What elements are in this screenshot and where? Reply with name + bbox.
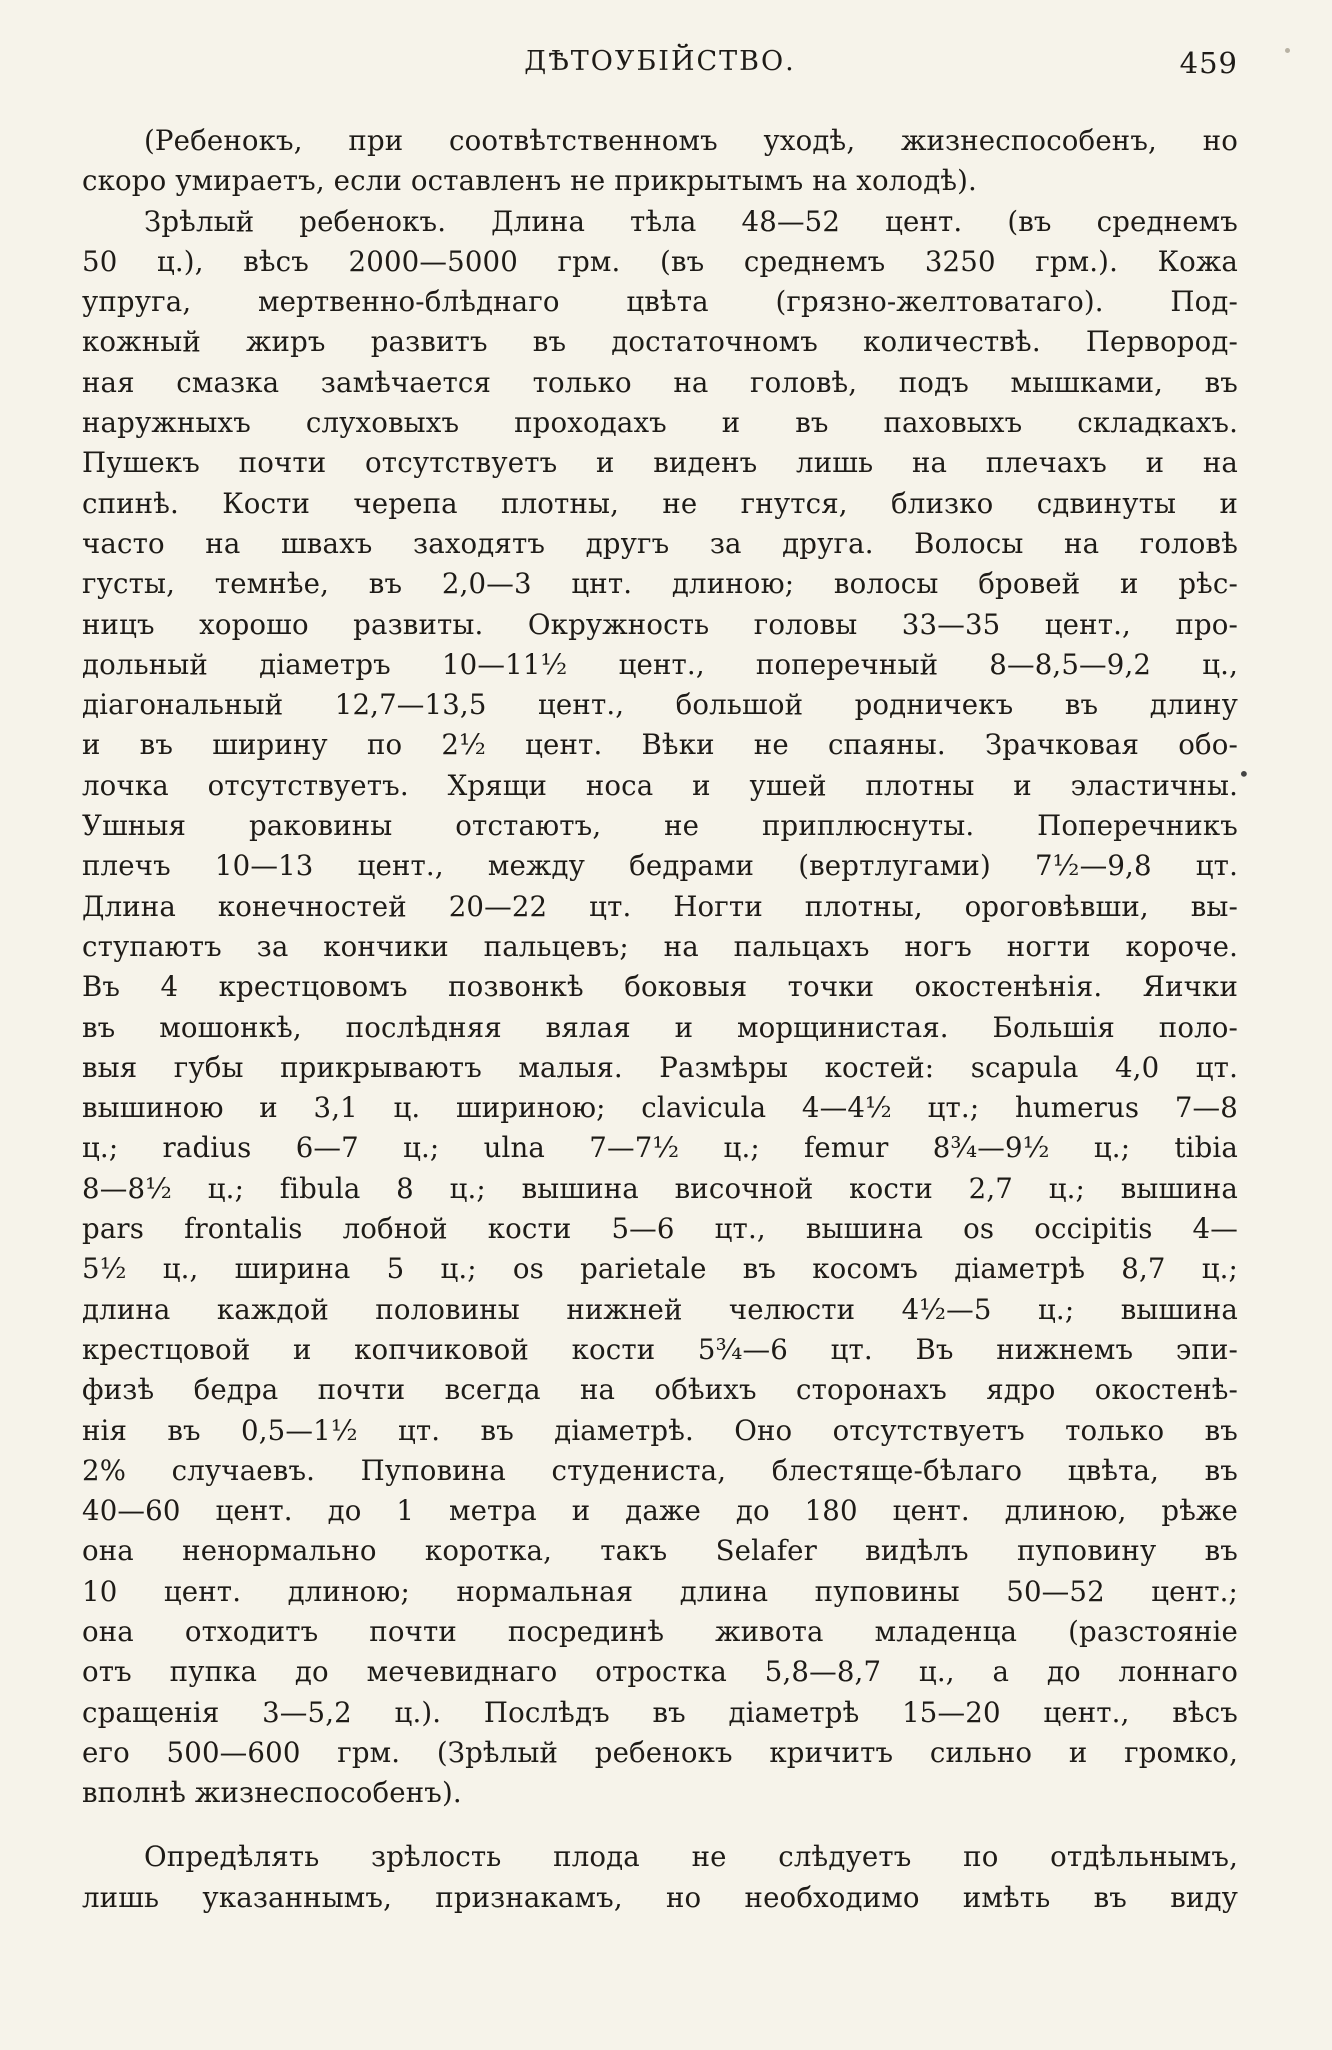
- text-line: крестцовой и копчиковой кости 5¾—6 цт. Въ нижнемъ эпи-: [82, 1332, 1238, 1366]
- text-line: и въ ширину по 2½ цент. Вѣки не спаяны. Зрачковая обо-: [82, 728, 1238, 762]
- text-line: ная смазка замѣчается только на головѣ, подъ мышками, въ: [82, 365, 1238, 399]
- text-line: вполнѣ жизнеспособенъ).: [82, 1776, 462, 1810]
- text-line: физѣ бедра почти всегда на обѣихъ сторонахъ ядро окостенѣ-: [82, 1373, 1238, 1407]
- text-line: Въ 4 крестцовомъ позвонкѣ боковыя точки окостенѣнія. Яички: [82, 970, 1238, 1004]
- text-line: ницъ хорошо развиты. Окружность головы 33—35 цент., про-: [82, 607, 1238, 641]
- text-line: Длина конечностей 20—22 цт. Ногти плотны, ороговѣвши, вы-: [82, 889, 1238, 923]
- text-line: Пушекъ почти отсутствуетъ и виденъ лишь на плечахъ и на: [82, 446, 1238, 480]
- text-line: плечъ 10—13 цент., между бедрами (вертлугами) 7½—9,8 цт.: [82, 849, 1238, 883]
- text-line: pars frontalis лобной кости 5—6 цт., вышина os occipitis 4—: [82, 1212, 1238, 1246]
- text-line: часто на швахъ заходятъ другъ за друга. Волосы на головѣ: [82, 526, 1238, 560]
- text-line: отъ пупка до мечевиднаго отростка 5,8—8,7 ц., а до лоннаго: [82, 1655, 1238, 1689]
- page-header: [82, 46, 1238, 90]
- margin-mark: •: [1238, 762, 1250, 786]
- text-line: густы, темнѣе, въ 2,0—3 цнт. длиною; волосы бровей и рѣс-: [82, 567, 1238, 601]
- text-line: лишь указаннымъ, признакамъ, но необходимо имѣть въ виду: [82, 1880, 1238, 1914]
- text-line: діагональный 12,7—13,5 цент., большой родничекъ въ длину: [82, 688, 1238, 722]
- text-line: дольный діаметръ 10—11½ цент., поперечный 8—8,5—9,2 ц.,: [82, 647, 1238, 681]
- text-line: (Ребенокъ, при соотвѣтственномъ уходѣ, жизнеспособенъ, но: [144, 124, 1238, 157]
- page-number: 459: [1179, 46, 1238, 80]
- text-line: Зрѣлый ребенокъ. Длина тѣла 48—52 цент. (въ среднемъ: [144, 204, 1238, 238]
- paragraph-determination: [82, 1837, 1238, 1918]
- text-line: наружныхъ слуховыхъ проходахъ и въ паховыхъ складкахъ.: [82, 406, 1238, 440]
- text-line: Ушныя раковины отстаютъ, не приплюснуты. Поперечникъ: [82, 809, 1238, 843]
- running-title: ДѢТОУБІЙСТВО.: [524, 46, 796, 77]
- paragraph-premature-note: [82, 121, 1238, 202]
- text-line: лочка отсутствуетъ. Хрящи носа и ушей плотны и эластичны.: [82, 768, 1238, 802]
- text-line: Опредѣлять зрѣлость плода не слѣдуетъ по отдѣльнымъ,: [144, 1840, 1238, 1874]
- text-line: нія въ 0,5—1½ цт. въ діаметрѣ. Оно отсутствуетъ только въ: [82, 1413, 1238, 1447]
- paragraph-gap: [82, 1813, 1238, 1837]
- text-line: 50 ц.), вѣсъ 2000—5000 грм. (въ среднемъ 3250 грм.). Кожа: [82, 244, 1238, 278]
- text-line: его 500—600 грм. (Зрѣлый ребенокъ кричитъ сильно и громко,: [82, 1735, 1238, 1769]
- text-line: 8—8½ ц.; fibula 8 ц.; вышина височной кости 2,7 ц.; вышина: [82, 1171, 1238, 1205]
- text-line: ступаютъ за кончики пальцевъ; на пальцахъ ногъ ногти короче.: [82, 929, 1238, 963]
- text-line: она ненормально коротка, такъ Selafer видѣлъ пуповину въ: [82, 1534, 1238, 1568]
- text-line: 10 цент. длиною; нормальная длина пуповины 50—52 цент.;: [82, 1574, 1238, 1608]
- text-line: упруга, мертвенно-блѣднаго цвѣта (грязно-желтоватаго). Под-: [82, 285, 1238, 319]
- text-line: 5½ ц., ширина 5 ц.; os parietale въ косомъ діаметрѣ 8,7 ц.;: [82, 1252, 1238, 1286]
- text-line: скоро умираетъ, если оставленъ не прикрытымъ на холодѣ).: [82, 164, 977, 198]
- text-line: спинѣ. Кости черепа плотны, не гнутся, близко сдвинуты и: [82, 486, 1238, 520]
- paragraph-mature-child: [82, 202, 1238, 1814]
- text-line: кожный жиръ развитъ въ достаточномъ количествѣ. Первород-: [82, 325, 1238, 359]
- text-line: она отходитъ почти посрединѣ живота младенца (разстояніе: [82, 1614, 1238, 1648]
- text-line: длина каждой половины нижней челюсти 4½—5 ц.; вышина: [82, 1292, 1238, 1326]
- text-line: въ мошонкѣ, послѣдняя вялая и морщинистая. Большія поло-: [82, 1010, 1238, 1044]
- text-line: вышиною и 3,1 ц. шириною; clavicula 4—4½ цт.; humerus 7—8: [82, 1091, 1238, 1125]
- paper-speck: [1285, 48, 1290, 53]
- text-line: выя губы прикрываютъ малыя. Размѣры костей: scapula 4,0 цт.: [82, 1050, 1238, 1084]
- text-line: сращенія 3—5,2 ц.). Послѣдъ въ діаметрѣ 15—20 цент., вѣсъ: [82, 1695, 1238, 1729]
- text-line: 2% случаевъ. Пуповина студениста, блестяще-бѣлаго цвѣта, въ: [82, 1453, 1238, 1487]
- text-line: 40—60 цент. до 1 метра и даже до 180 цент. длиною, рѣже: [82, 1494, 1238, 1528]
- body-text: [82, 121, 1238, 1918]
- text-line: ц.; radius 6—7 ц.; ulna 7—7½ ц.; femur 8¾—9½ ц.; tibia: [82, 1131, 1238, 1165]
